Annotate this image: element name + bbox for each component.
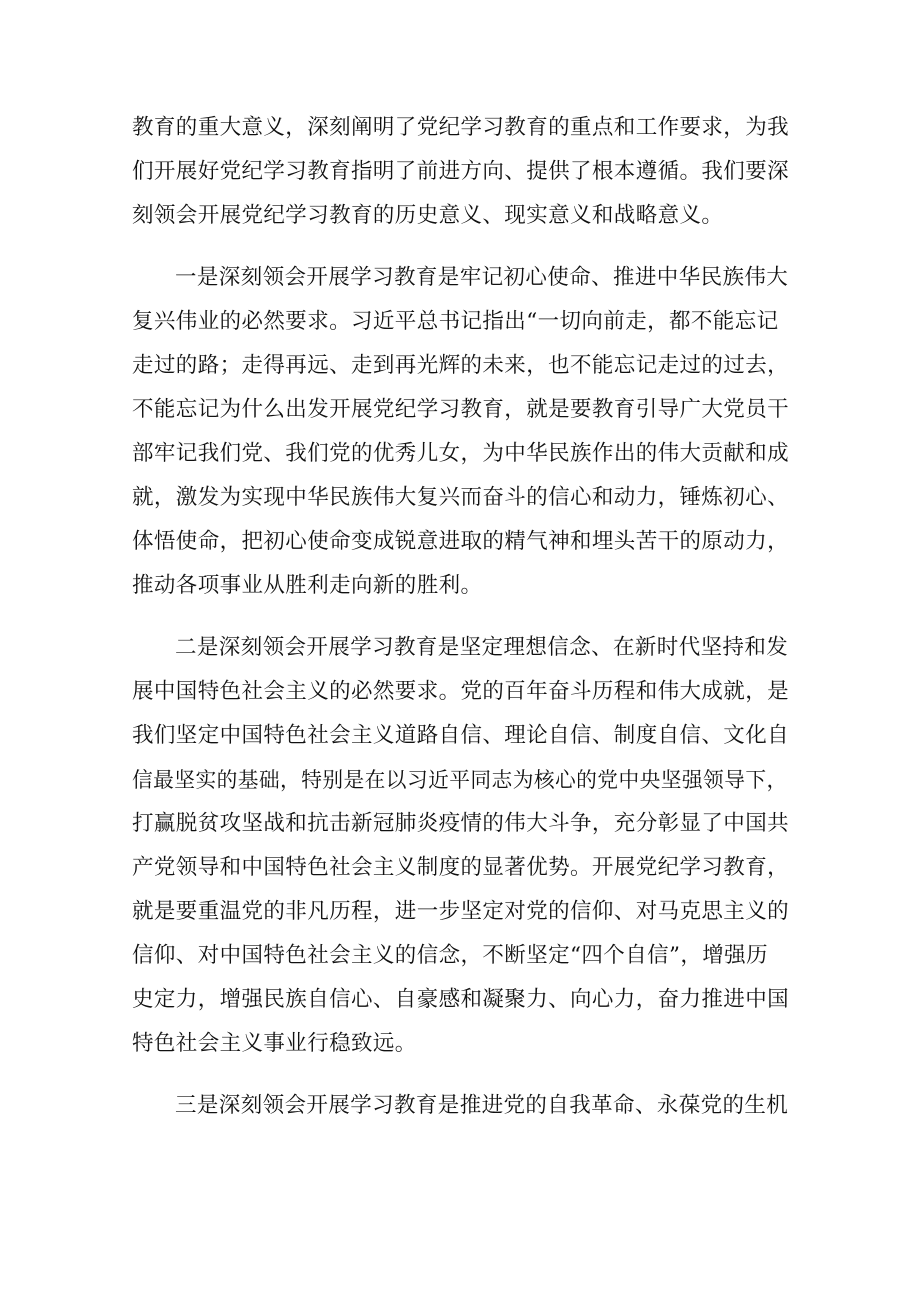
text-line: 教育的重大意义，深刻阐明了党纪学习教育的重点和工作要求，为我 [132,115,790,140]
text-line: 三是深刻领会开展学习教育是推进党的自我革命、永葆党的生机 [175,1093,789,1118]
text-line: 们开展好党纪学习教育指明了前进方向、提供了根本遵循。我们要深 [132,159,790,184]
text-line: 产党领导和中国特色社会主义制度的显著优势。开展党纪学习教育， [132,855,790,880]
text-line: 复兴伟业的必然要求。习近平总书记指出“一切向前走，都不能忘记 [132,309,779,334]
text-line: 信最坚实的基础，特别是在以习近平同志为核心的党中央坚强领导下， [132,768,788,792]
text-line: 打赢脱贫攻坚战和抗击新冠肺炎疫情的伟大斗争，充分彰显了中国共 [132,811,790,836]
text-line: 就是要重温党的非凡历程，进一步坚定对党的信仰、对马克思主义的 [132,899,790,924]
text-line: 特色社会主义事业行稳致远。 [132,1031,417,1056]
text-line: 就，激发为实现中华民族伟大复兴而奋斗的信心和动力，锤炼初心、 [132,485,790,510]
text-line: 我们坚定中国特色社会主义道路自信、理论自信、制度自信、文化自 [132,723,790,748]
text-line: 一是深刻领会开展学习教育是牢记初心使命、推进中华民族伟大 [175,265,789,290]
text-line: 史定力，增强民族自信心、自豪感和凝聚力、向心力，奋力推进中国 [132,987,790,1012]
text-line: 推动各项事业从胜利走向新的胜利。 [132,573,483,598]
text-line: 不能忘记为什么出发开展党纪学习教育，就是要教育引导广大党员干 [132,397,790,422]
text-line: 部牢记我们党、我们党的优秀儿女，为中华民族作出的伟大贡献和成 [132,441,790,466]
text-line: 信仰、对中国特色社会主义的信念，不断坚定“四个自信”，增强历 [132,943,768,968]
text-line: 展中国特色社会主义的必然要求。党的百年奋斗历程和伟大成就，是 [132,679,790,704]
text-line: 二是深刻领会开展学习教育是坚定理想信念、在新时代坚持和发 [175,635,789,660]
text-line: 刻领会开展党纪学习教育的历史意义、现实意义和战略意义。 [132,203,724,228]
text-line: 走过的路；走得再远、走到再光辉的未来，也不能忘记走过的过去， [132,353,790,378]
text-line: 体悟使命，把初心使命变成锐意进取的精气神和埋头苦干的原动力， [132,529,790,554]
